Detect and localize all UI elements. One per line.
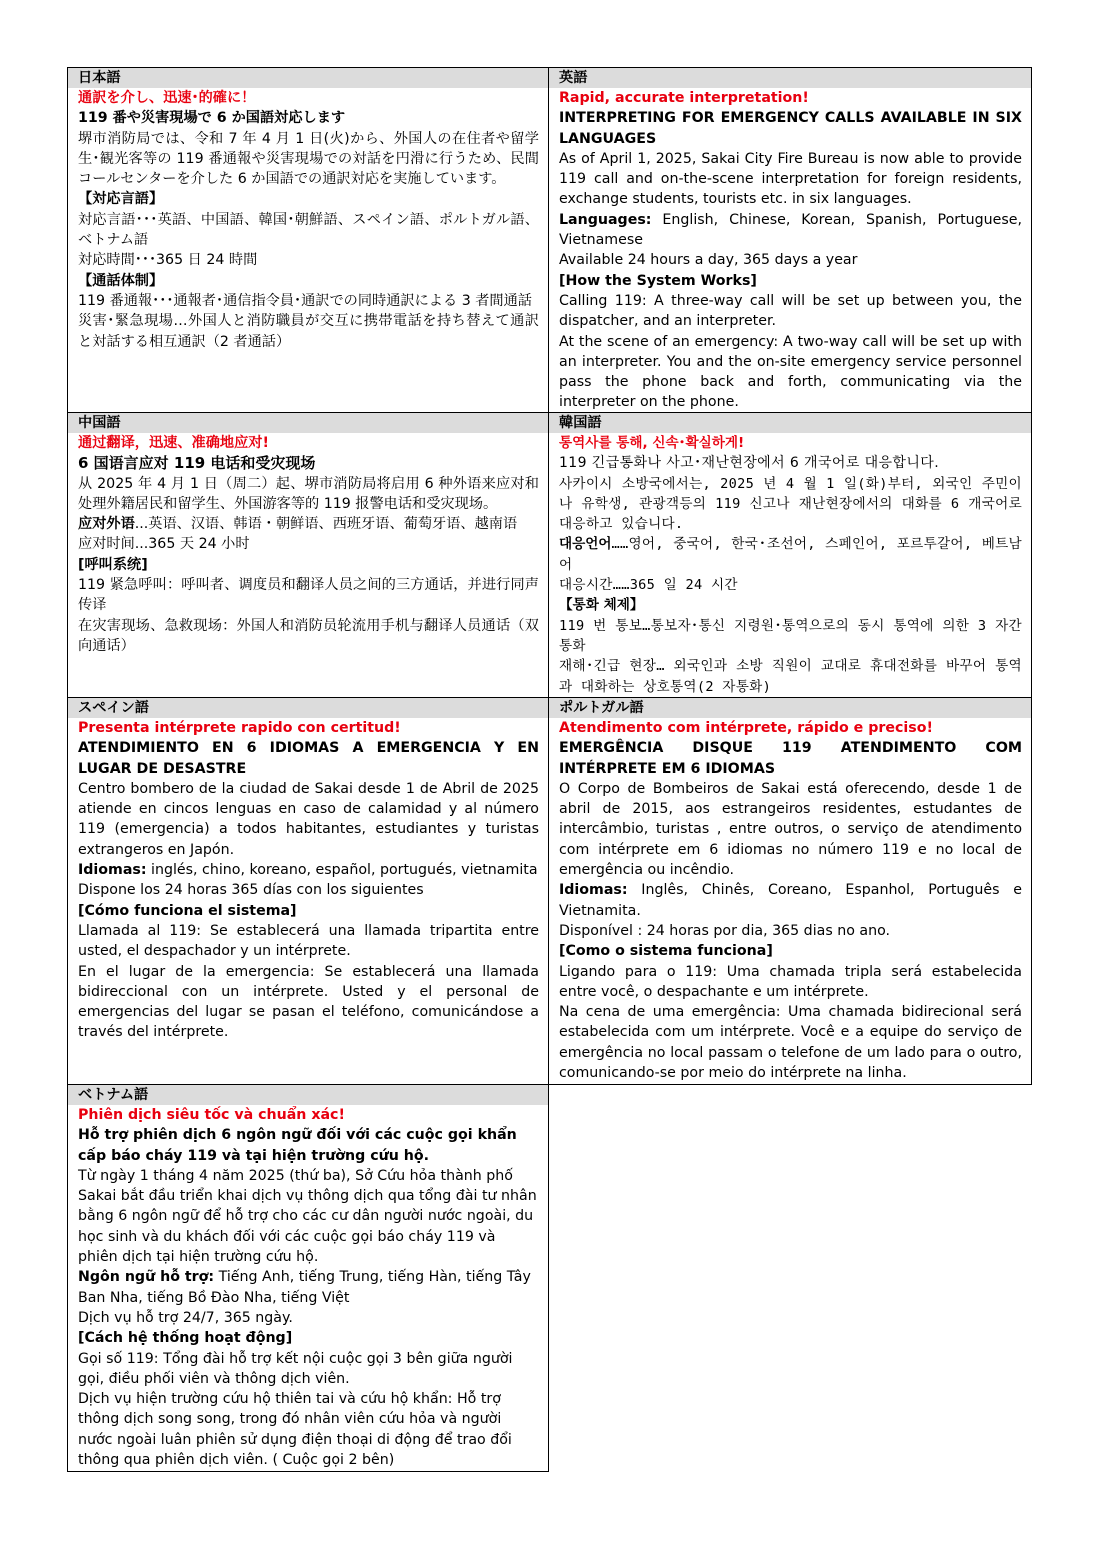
section-title: INTERPRETING FOR EMERGENCY CALLS AVAILABLE IN SIX LANGUAGES xyxy=(559,110,1022,147)
languages-heading: 【対応言語】 xyxy=(78,191,164,208)
languages-line xyxy=(78,1267,539,1308)
hours-text: Disponível : 24 horas por dia, 365 dias no ano. xyxy=(559,922,891,939)
languages-label: 대응언어 xyxy=(559,536,612,553)
section-japanese xyxy=(67,67,549,413)
scene-text: Dịch vụ hiện trường cứu hộ thiên tai và cứu hộ khẩn: Hỗ trợ thông dịch song song, trong đó nhân viên cứu hỏa và người nước ngoài luân phiên sử dụng điện thoại di động để trao đổi thông qua phiên dịch viên. ( Cuộc gọi 2 bên) xyxy=(78,1391,512,1469)
section-title: 6 国语言应对 119 电话和受灾现场 xyxy=(78,454,316,473)
scene-text: At the scene of an emergency: A two-way call will be set up with an interpreter. You and the on-site emergency service personnel pass the phone back and forth, communicating via the interpreter on the phone. xyxy=(559,333,1022,411)
slogan: Rapid, accurate interpretation! xyxy=(559,90,809,106)
system-heading: [How the System Works] xyxy=(559,272,757,289)
call-text: Ligando para o 119: Uma chamada tripla será estabelecida entre você, o despachante e um intérprete. xyxy=(559,963,1022,1000)
intro-text: 从 2025 年 4 月 1 日（周二）起、堺市消防局将启用 6 种外语来应对和处理外籍居民和留学生、外国游客等的 119 报警电话和受灾现场。 xyxy=(78,475,539,512)
section-header: 日本語 xyxy=(68,68,548,88)
hours-text: Dịch vụ hỗ trợ 24/7, 365 ngày. xyxy=(78,1309,293,1326)
call-text: 119 번 통보…통보자･통신 지령원･통역으로의 동시 통역에 의한 3 자간 통화 xyxy=(559,617,1022,654)
system-heading: [呼叫系统] xyxy=(78,556,148,573)
system-heading: [Cách hệ thống hoạt động] xyxy=(78,1330,293,1347)
section-english xyxy=(549,67,1032,413)
section-title: EMERGÊNCIA DISQUE 119 ATENDIMENTO COM INTÉRPRETE EM 6 IDIOMAS xyxy=(559,740,1022,777)
section-spanish xyxy=(67,698,549,1085)
languages-line xyxy=(559,210,1022,251)
intro-text: Centro bombero de la ciudad de Sakai desde 1 de Abril de 2025 atiende en cincos lenguas en caso de calamidad y al número 119 (emergencia) a todos habitantes, estudiantes y turistas extrangeros en Japón. xyxy=(78,780,539,858)
languages-line xyxy=(78,514,539,534)
languages-label: Idiomas: xyxy=(559,882,628,899)
languages-text: inglés, chino, koreano, español, portugués, vietnamita xyxy=(146,862,538,879)
system-heading: [Como o sistema funciona] xyxy=(559,943,773,960)
slogan: Atendimento com intérprete, rápido e preciso! xyxy=(559,720,933,736)
system-heading: 【通話体制】 xyxy=(78,272,164,289)
scene-text: En el lugar de la emergencia: Se establecerá una llamada bidireccional con un intérprete. Usted y el personal de emergencias del lugar se pasan el teléfono, comunicándose a través del intérprete. xyxy=(78,963,539,1041)
call-text: Llamada al 119: Se establecerá una llamada tripartita entre usted, el despachador y un intérprete. xyxy=(78,922,539,960)
system-heading: [Cómo funciona el sistema] xyxy=(78,902,297,919)
slogan: Phiên dịch siêu tốc và chuẩn xác! xyxy=(78,1107,345,1123)
intro-text: Từ ngày 1 tháng 4 năm 2025 (thứ ba), Sở Cứu hỏa thành phố Sakai bắt đầu triển khai dịch vụ thông dịch qua tổng đài tư nhân bằng 6 ngôn ngữ để hỗ trợ cho các cư dân người nước ngoài, du học sinh và du khách đối với các cuộc gọi báo cháy 119 và phiên dịch tại hiện trường cứu hộ. xyxy=(78,1167,537,1266)
hours-text: 应对时间...365 天 24 小时 xyxy=(78,536,250,553)
languages-text: Inglês, Chinês, Coreano, Espanhol, Português e Vietnamita. xyxy=(559,882,1022,919)
hours-text: Dispone los 24 horas 365 días con los siguientes xyxy=(78,882,424,899)
scene-text: 재해･긴급 현장… 외국인과 소방 직원이 교대로 휴대전화를 바꾸어 통역과 대화하는 상호통역(2 자통화) xyxy=(559,658,1022,695)
languages-line xyxy=(559,880,1022,921)
languages-label: Ngôn ngữ hỗ trợ: xyxy=(78,1269,215,1286)
languages-text: 対応言語･･･英語、中国語、韓国･朝鮮語、スペイン語、ポルトガル語、ベトナム語 xyxy=(78,211,539,249)
slogan: 通訳を介し、迅速･的確に！ xyxy=(78,90,256,106)
section-header: ポルトガル語 xyxy=(549,698,1031,718)
hours-text: 対応時間･･･365 日 24 時間 xyxy=(78,252,258,269)
call-text: 119 紧急呼叫：呼叫者、调度员和翻译人员之间的三方通话，并进行同声传译 xyxy=(78,577,539,614)
section-portuguese xyxy=(549,698,1032,1085)
section-title: Hỗ trợ phiên dịch 6 ngôn ngữ đối với các cuộc gọi khẩn cấp báo cháy 119 và tại hiện trường cứu hộ. xyxy=(78,1127,517,1164)
languages-text: ...英语、汉语、韩语・朝鲜语、西班牙语、葡萄牙语、越南语 xyxy=(134,516,518,533)
intro-text: 사카이시 소방국에서는, 2025 년 4 월 1 일(화)부터, 외국인 주민이나 유학생, 관광객등의 119 신고나 재난현장에서의 대화를 6 개국어로 대응하고 있습니다. xyxy=(559,475,1022,533)
section-title: 119 긴급통화나 사고･재난현장에서 6 개국어로 대응합니다. xyxy=(559,455,940,472)
section-header: ベトナム語 xyxy=(68,1085,548,1105)
call-text: Gọi số 119: Tổng đài hỗ trợ kết nội cuộc gọi 3 bên giữa người gọi, điều phối viên và thông dịch viên. xyxy=(78,1350,513,1387)
section-korean xyxy=(549,413,1032,698)
languages-label: 应对外语 xyxy=(78,516,135,533)
section-header: 中国語 xyxy=(68,413,548,433)
section-header: 韓国語 xyxy=(549,413,1031,433)
scene-text: 災害･緊急現場…外国人と消防職員が交互に携帯電話を持ち替えて通訳と対話する相互通訳（2 者通話） xyxy=(78,313,539,350)
hours-text: Available 24 hours a day, 365 days a year xyxy=(559,252,858,269)
section-title: ATENDIMIENTO EN 6 IDIOMAS A EMERGENCIA Y EN LUGAR DE DESASTRE xyxy=(78,740,539,777)
languages-text: ……영어, 중국어, 한국･조선어, 스페인어, 포르투갈어, 베트남어 xyxy=(559,536,1022,573)
intro-text: 堺市消防局では、令和 7 年 4 月 1 日(火)から、外国人の在住者や留学生･観光客等の 119 番通報や災害現場での対話を円滑に行うため、民間コールセンターを介した 6 か国語での通訳対応を実施しています。 xyxy=(78,130,539,188)
slogan: 通过翻译，迅速、准确地应对! xyxy=(78,435,269,451)
intro-text: As of April 1, 2025, Sakai City Fire Bureau is now able to provide 119 call and on-the-scene interpretation for foreign residents, exchange students, tourists etc. in six languages. xyxy=(559,150,1022,208)
intro-text: O Corpo de Bombeiros de Sakai está oferecendo, desde 1 de abril de 2015, aos estrangeiros residentes, estudantes de intercâmbio, turistas , entre outros, o serviço de atendimento com intérprete em 6 idiomas no número 119 e no local de emergência ou incêndio. xyxy=(559,780,1022,879)
section-chinese xyxy=(67,413,549,698)
languages-label: Idiomas: xyxy=(78,862,147,879)
slogan: 통역사를 통해, 신속･확실하게! xyxy=(559,435,745,451)
call-text: Calling 119: A three-way call will be set up between you, the dispatcher, and an interpreter. xyxy=(559,292,1022,330)
languages-text: English, Chinese, Korean, Spanish, Portuguese, Vietnamese xyxy=(559,211,1022,249)
call-text: 119 番通報･･･通報者･通信指令員･通訳での同時通訳による 3 者間通話 xyxy=(78,292,532,309)
section-header: スペイン語 xyxy=(68,698,548,718)
languages-label: Languages: xyxy=(559,211,652,228)
section-title: 119 番や災害現場で 6 か国語対応します xyxy=(78,110,346,127)
hours-text: 대응시간……365 일 24 시간 xyxy=(559,577,738,594)
section-vietnamese xyxy=(67,1085,549,1472)
system-heading: 【통화 체제】 xyxy=(559,597,644,614)
section-header: 英語 xyxy=(549,68,1031,88)
languages-line xyxy=(78,860,539,880)
languages-text: Tiếng Anh, tiếng Trung, tiếng Hàn, tiếng Tây Ban Nha, tiếng Bồ Đào Nha, tiếng Việt xyxy=(78,1269,531,1306)
scene-text: 在灾害现场、急救现场：外国人和消防员轮流用手机与翻译人员通话（双向通话） xyxy=(78,617,539,654)
languages-line xyxy=(559,534,1022,575)
slogan: Presenta intérprete rapido con certitud! xyxy=(78,720,401,736)
scene-text: Na cena de uma emergência: Uma chamada bidirecional será estabelecida com um intérprete. Você e a equipe do serviço de emergência no local passam o telefone de um lado para o outro, comunicando-se por meio do intérprete na linha. xyxy=(559,1004,1022,1082)
